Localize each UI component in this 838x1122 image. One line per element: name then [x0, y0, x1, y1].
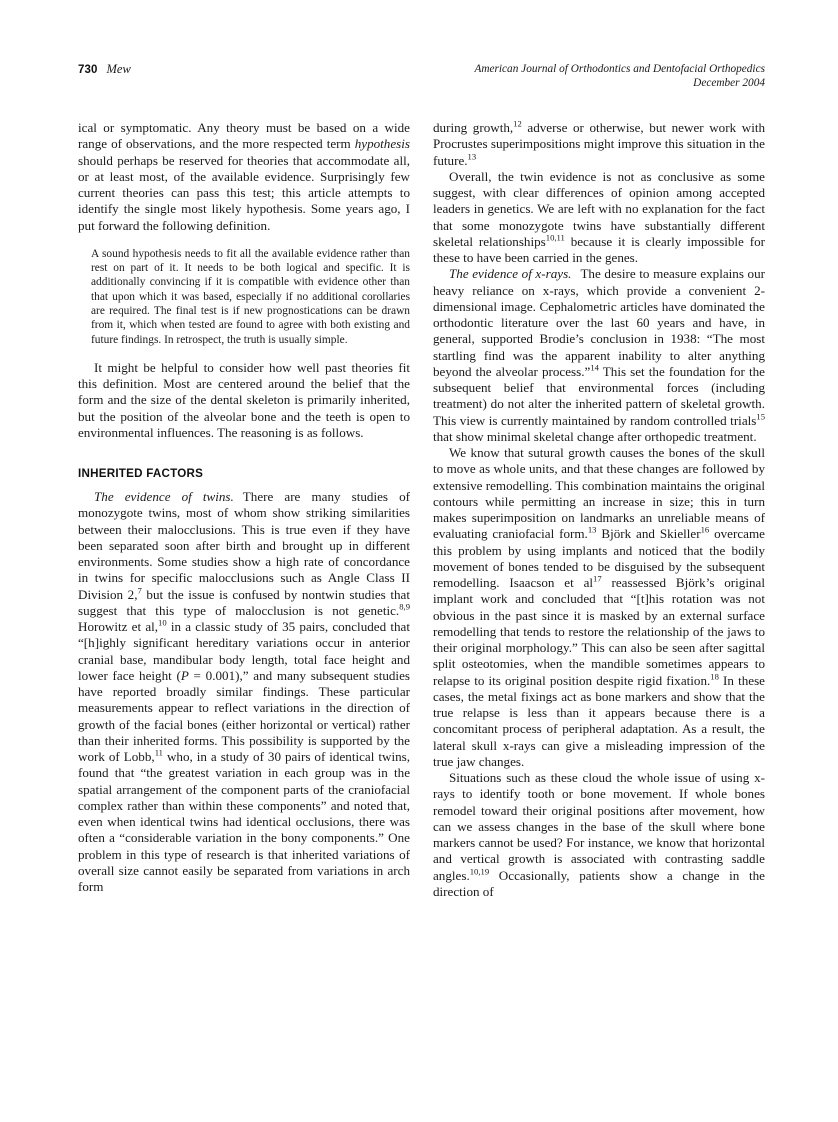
reference-marker-13b: 13: [587, 524, 597, 535]
sutural-text-c: overcame this problem by using implants and noticed that the bodily movement of bones tended to be disguised by the subsequent remodelling. Isaacson et al: [433, 526, 765, 590]
section-heading-inherited-factors: INHERITED FACTORS: [78, 467, 204, 481]
twins-text-d: in a classic study of 35 pairs, concluded that “[h]ighly significant hereditary variations occur in anterior cranial base, mandibular body length, total face height and lower face height (: [78, 619, 410, 683]
reference-marker-12: 12: [513, 118, 522, 129]
right-column: [433, 120, 765, 900]
reference-marker-10-19: 10,19: [469, 866, 490, 877]
left-column: [78, 120, 410, 900]
growth-text-b: adverse or otherwise, but newer work with Procrustes superimpositions might improve this situation in the future.: [433, 120, 766, 168]
twins-text-a: There are many studies of monozygote twins, most of whom show striking similarities between their malocclusions. This is true even if they have been separated soon after birth and brought up in different environments. Some studies show a high rate of concordance in twins for specific malocclusions such as Angle Class II Division 2,: [78, 489, 410, 602]
overall-text-b: because it is clearly impossible for these to have been carried in the genes.: [433, 233, 765, 265]
twins-text-e: = 0.001),” and many subsequent studies have reported broadly similar findings. These particular measurements appear to reflect variations in the direction of growth of the facial bones (either horizontal or vertical) rather than their inherited forms. This possibility is supported by the work of Lobb,: [78, 667, 410, 765]
overall-text-a: Overall, the twin evidence is not as conclusive as some suggest, with clear differences of opinion among accepted leaders in genetics. We are left with no explanation for the fact that some monozygote twins have substantially different skeletal relationships: [433, 168, 765, 249]
sutural-text-d: reassessed Björk’s original implant work and concluded that “[t]his rotation was not obvious in the past since it is masked by an external surface remodelling that tends to restore the relationship of the jaws to their original morphology.” This can also be seen after sagittal split osteotomies, when the mandible sometimes appears to relapse to its original position despite rigid fixation.: [433, 575, 765, 688]
issue-date: December 2004: [693, 77, 765, 90]
reference-marker-13: 13: [467, 151, 477, 162]
two-column-body: [78, 120, 765, 900]
running-head: [78, 62, 765, 102]
sutural-text-e: In these cases, the metal fixings act as bone markers and show that the true relapse is less than it appears because there is a concomitant process of peripheral adaptation. As a result, the lateral skull x-rays can give a misleading impression of the true jaw changes.: [433, 672, 765, 769]
block-quote-text: A sound hypothesis needs to fit all the available evidence rather than rest on part of it. It needs to be both logical and specific. It is additionally convincing if it is compatible with evidence other than that upon which it was based, especially if no additional corollaries are required. The final test is if new prognostications can be drawn from it, which when tested are found to agree with both existing and future findings. In retrospect, the truth is usually simple.: [91, 247, 410, 346]
block-quote: [91, 247, 410, 347]
journal-citation: [474, 62, 765, 90]
paragraph-situations-cloud: [433, 770, 765, 900]
twins-text-c: Horowitz et al,: [78, 619, 159, 635]
reference-marker-10: 10: [158, 617, 167, 628]
sutural-text-b: Björk and Skieller: [596, 526, 701, 542]
reference-marker-7: 7: [137, 585, 142, 596]
paragraph-theories: It might be helpful to consider how well past theories fit this definition. Most are centered around the belief that the form and the size of the dental skeleton is primarily inherited, but the position of the alveolar bone and the teeth is open to environmental influences. The reasoning is as follows.: [78, 359, 410, 440]
paragraph-text: ical or symptomatic. Any theory must be based on a wide range of observations, and the more respected term: [78, 120, 410, 152]
page-number: 730: [78, 64, 98, 76]
situations-text-a: Situations such as these cloud the whole issue of using x-rays to identify tooth or bone movement. If whole bones remodel toward their original positions after movement, how can we assess changes in the base of the skull where bone markers cannot be used? For instance, we know that horizontal and vertical growth is associated with contrasting saddle angles.: [433, 770, 765, 883]
sutural-text-a: We know that sutural growth causes the bones of the skull to move as whole units, and that these changes are followed by extensive remodelling. This combination maintains the original contours while permitting an increase in size; this in turn makes superimposition on landmarks an unreliable means of evaluating craniofacial form.: [433, 445, 765, 542]
paragraph-sutural-growth: [433, 445, 765, 770]
situations-text-b: Occasionally, patients show a change in the direction of: [433, 867, 765, 899]
journal-title: American Journal of Orthodontics and Dentofacial Orthopedics: [474, 63, 765, 75]
paragraph-continuation: [78, 120, 410, 234]
emphasis-p-value: P: [180, 667, 189, 683]
reference-marker-11: 11: [154, 747, 163, 758]
xrays-text-c: that show minimal skeletal change after orthopedic treatment.: [433, 428, 757, 444]
reference-marker-16: 16: [700, 524, 710, 535]
paragraph-evidence-of-xrays: [433, 266, 765, 445]
reference-marker-18: 18: [710, 671, 719, 682]
run-in-heading-twins: The evidence of twins.: [94, 489, 234, 505]
xrays-text-a: The desire to measure explains our heavy reliance on x-rays, which provide a convenient 2-dimensional image. Cephalometric articles have dominated the orthodontic literature over the last 60 years and have, in general, supported Brodie’s conclusion in 1938: “The most startling find was the apparent inability to alter anything beyond the alveolar process.”: [433, 266, 765, 379]
twins-text-f: who, in a study of 30 pairs of identical twins, found that “the greatest variation in each group was in the spatial arrangement of the component parts of the craniofacial complex rather than within these components” and noted that, even when identical twins had identical occlusions, there was often a “considerable variation in the bony components.” One problem in this type of research is that inherited variations of overall size cannot easily be separated from variations in arch form: [78, 749, 410, 895]
paragraph-text-cont: should perhaps be reserved for theories that accommodate all, or at least most, of the available evidence. Surprisingly few current theories can pass this test; this article attempts to identify the single most likely hypothesis. Some years ago, I put forward the following definition.: [78, 152, 410, 233]
author-name: Mew: [106, 62, 131, 76]
emphasis-hypothesis: hypothesis: [354, 136, 410, 152]
growth-text-a: during growth,: [433, 120, 514, 135]
paragraph-twin-evidence-overall: [433, 169, 765, 267]
running-head-left: [78, 62, 131, 77]
reference-marker-15: 15: [756, 411, 765, 422]
reference-marker-17: 17: [593, 573, 602, 584]
paragraph-evidence-of-twins: [78, 489, 410, 895]
reference-marker-10-11: 10,11: [545, 232, 565, 243]
run-in-heading-xrays: The evidence of x-rays.: [449, 266, 572, 282]
paragraph-growth-continuation: [433, 120, 765, 169]
xrays-text-b: This set the foundation for the subsequent belief that environmental forces (including treatment) do not alter the inherited pattern of skeletal growth. This view is currently maintained by random controlled trials: [433, 363, 765, 428]
reference-marker-8-9: 8,9: [399, 601, 410, 612]
reference-marker-14: 14: [590, 362, 599, 373]
twins-text-b: but the issue is confused by nontwin studies that suggest that this type of malocclusion is not genetic.: [78, 586, 410, 618]
